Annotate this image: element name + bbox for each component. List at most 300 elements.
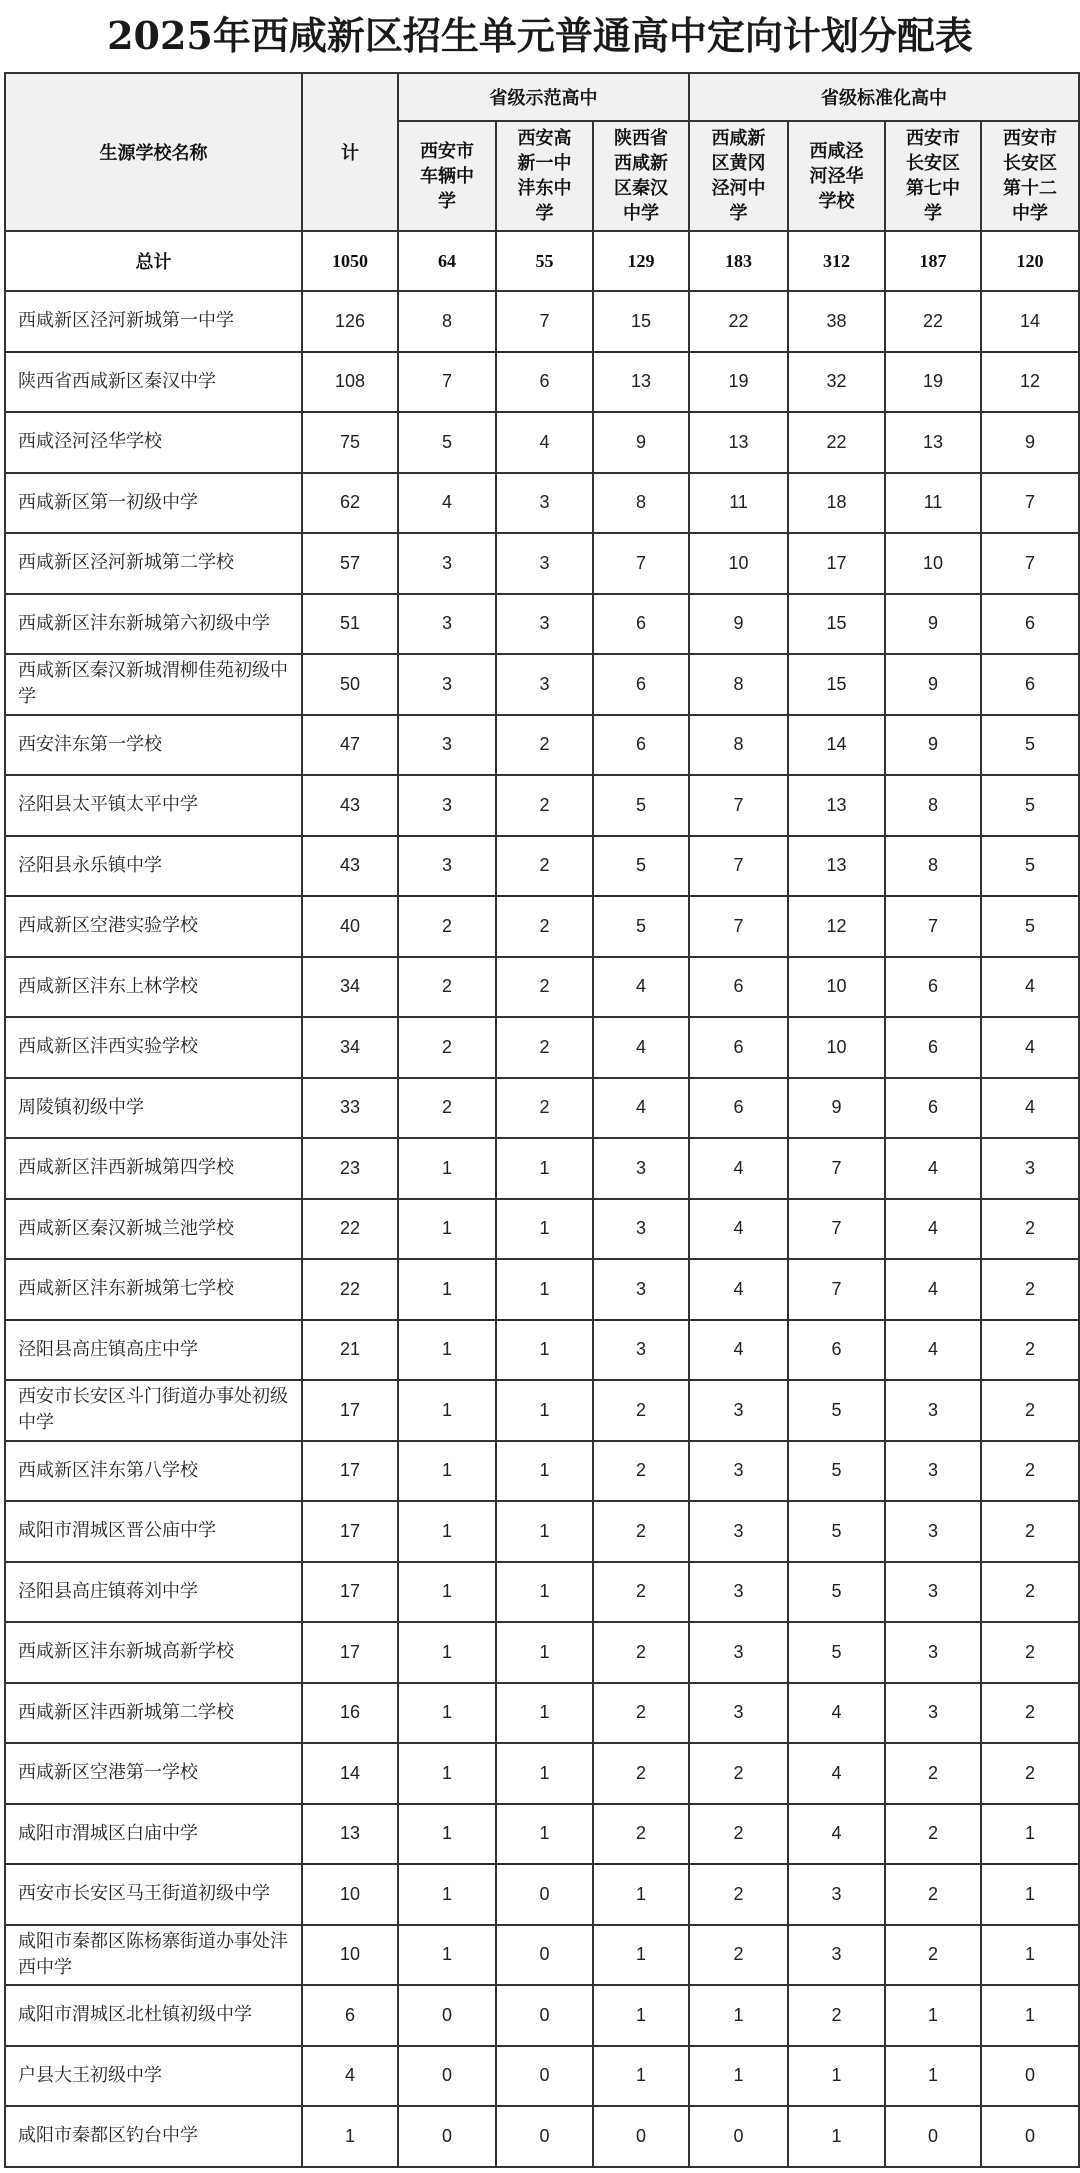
school-name-cell: 西咸新区沣西实验学校 <box>5 1017 302 1078</box>
school-name-cell: 西咸新区第一初级中学 <box>5 473 302 534</box>
row-total-cell: 6 <box>302 1985 398 2046</box>
allocation-cell: 0 <box>885 2106 981 2167</box>
allocation-cell: 22 <box>689 291 788 352</box>
table-row <box>5 1683 1079 1744</box>
allocation-cell: 7 <box>788 1199 885 1260</box>
school-name-cell: 泾阳县高庄镇蒋刘中学 <box>5 1562 302 1623</box>
allocation-cell: 3 <box>788 1864 885 1925</box>
school-name-cell: 西咸新区沣东新城第六初级中学 <box>5 594 302 655</box>
allocation-cell: 17 <box>788 533 885 594</box>
allocation-cell: 3 <box>496 473 593 534</box>
allocation-cell: 3 <box>398 836 496 897</box>
school-name-cell: 户县大王初级中学 <box>5 2046 302 2107</box>
allocation-cell: 4 <box>496 412 593 473</box>
allocation-cell: 5 <box>593 896 689 957</box>
allocation-cell: 3 <box>885 1380 981 1441</box>
allocation-cell: 2 <box>593 1501 689 1562</box>
allocation-cell: 2 <box>689 1804 788 1865</box>
allocation-cell: 2 <box>981 1501 1079 1562</box>
page-title: 2025年西咸新区招生单元普通高中定向计划分配表 <box>107 13 973 58</box>
allocation-cell: 3 <box>593 1138 689 1199</box>
school-name-cell: 咸阳市渭城区北杜镇初级中学 <box>5 1985 302 2046</box>
row-total-cell: 126 <box>302 291 398 352</box>
allocation-cell: 2 <box>496 1078 593 1139</box>
allocation-cell: 0 <box>496 1925 593 1986</box>
table-row <box>5 1441 1079 1502</box>
allocation-cell: 1 <box>593 1985 689 2046</box>
allocation-cell: 6 <box>593 654 689 715</box>
allocation-cell: 10 <box>885 533 981 594</box>
allocation-cell: 5 <box>981 775 1079 836</box>
allocation-cell: 12 <box>788 896 885 957</box>
allocation-cell: 2 <box>496 836 593 897</box>
allocation-cell: 1 <box>398 1622 496 1683</box>
allocation-cell: 13 <box>885 412 981 473</box>
allocation-cell: 1 <box>496 1683 593 1744</box>
allocation-cell: 12 <box>981 352 1079 413</box>
row-total-cell: 17 <box>302 1501 398 1562</box>
total-value: 64 <box>398 231 496 291</box>
allocation-cell: 0 <box>496 2106 593 2167</box>
allocation-cell: 2 <box>981 1622 1079 1683</box>
school-name-cell: 泾阳县太平镇太平中学 <box>5 775 302 836</box>
allocation-cell: 7 <box>593 533 689 594</box>
allocation-cell: 7 <box>689 896 788 957</box>
table-row <box>5 1864 1079 1925</box>
allocation-table <box>4 72 1080 2168</box>
allocation-cell: 0 <box>398 2046 496 2107</box>
allocation-cell: 6 <box>885 1017 981 1078</box>
total-value: 183 <box>689 231 788 291</box>
allocation-cell: 3 <box>398 654 496 715</box>
allocation-cell: 18 <box>788 473 885 534</box>
allocation-cell: 6 <box>885 957 981 1018</box>
header-school: 西安高新一中沣东中学 <box>496 121 593 231</box>
table-row <box>5 1743 1079 1804</box>
table-row <box>5 1017 1079 1078</box>
allocation-cell: 7 <box>689 775 788 836</box>
allocation-cell: 3 <box>689 1380 788 1441</box>
allocation-cell: 9 <box>885 654 981 715</box>
school-name-cell: 西咸新区泾河新城第二学校 <box>5 533 302 594</box>
row-total-cell: 10 <box>302 1864 398 1925</box>
row-total-cell: 108 <box>302 352 398 413</box>
allocation-cell: 2 <box>981 1320 1079 1381</box>
allocation-cell: 2 <box>593 1562 689 1623</box>
header-school: 西咸新区黄冈泾河中学 <box>689 121 788 231</box>
row-total-cell: 1 <box>302 2106 398 2167</box>
row-total-cell: 51 <box>302 594 398 655</box>
allocation-cell: 9 <box>593 412 689 473</box>
allocation-cell: 1 <box>398 1320 496 1381</box>
allocation-cell: 1 <box>496 1441 593 1502</box>
school-name-cell: 西咸新区泾河新城第一中学 <box>5 291 302 352</box>
allocation-cell: 0 <box>398 2106 496 2167</box>
row-total-cell: 40 <box>302 896 398 957</box>
row-total-cell: 17 <box>302 1441 398 1502</box>
allocation-cell: 3 <box>885 1683 981 1744</box>
school-name-cell: 咸阳市渭城区晋公庙中学 <box>5 1501 302 1562</box>
allocation-cell: 2 <box>593 1441 689 1502</box>
school-name-cell: 西咸新区空港实验学校 <box>5 896 302 957</box>
allocation-cell: 3 <box>398 533 496 594</box>
allocation-cell: 22 <box>788 412 885 473</box>
allocation-cell: 3 <box>689 1441 788 1502</box>
allocation-cell: 8 <box>689 654 788 715</box>
header-school: 西安市长安区第七中学 <box>885 121 981 231</box>
school-name-cell: 咸阳市秦都区陈杨寨街道办事处沣西中学 <box>5 1925 302 1986</box>
allocation-cell: 5 <box>981 896 1079 957</box>
allocation-cell: 6 <box>689 1017 788 1078</box>
allocation-cell: 4 <box>788 1683 885 1744</box>
allocation-cell: 15 <box>788 594 885 655</box>
school-name-cell: 西安沣东第一学校 <box>5 715 302 776</box>
table-row <box>5 715 1079 776</box>
allocation-cell: 19 <box>689 352 788 413</box>
allocation-cell: 4 <box>885 1138 981 1199</box>
table-row <box>5 896 1079 957</box>
table-row <box>5 1078 1079 1139</box>
allocation-cell: 4 <box>981 1017 1079 1078</box>
allocation-cell: 2 <box>981 1441 1079 1502</box>
row-total-cell: 22 <box>302 1199 398 1260</box>
school-name-cell: 陕西省西咸新区秦汉中学 <box>5 352 302 413</box>
school-name-cell: 西咸新区秦汉新城兰池学校 <box>5 1199 302 1260</box>
table-row <box>5 533 1079 594</box>
allocation-cell: 1 <box>788 2046 885 2107</box>
allocation-cell: 6 <box>788 1320 885 1381</box>
row-total-cell: 10 <box>302 1925 398 1986</box>
allocation-cell: 1 <box>398 1925 496 1986</box>
allocation-cell: 1 <box>496 1380 593 1441</box>
row-total-cell: 17 <box>302 1622 398 1683</box>
allocation-cell: 6 <box>593 594 689 655</box>
allocation-cell: 8 <box>689 715 788 776</box>
allocation-cell: 1 <box>689 1985 788 2046</box>
allocation-cell: 8 <box>593 473 689 534</box>
allocation-cell: 1 <box>398 1259 496 1320</box>
table-row <box>5 473 1079 534</box>
allocation-cell: 3 <box>398 715 496 776</box>
table-row <box>5 1380 1079 1441</box>
allocation-cell: 1 <box>885 1985 981 2046</box>
allocation-cell: 3 <box>689 1683 788 1744</box>
allocation-cell: 3 <box>398 594 496 655</box>
allocation-cell: 0 <box>496 1864 593 1925</box>
allocation-cell: 13 <box>593 352 689 413</box>
allocation-cell: 10 <box>689 533 788 594</box>
allocation-cell: 0 <box>689 2106 788 2167</box>
allocation-cell: 1 <box>398 1380 496 1441</box>
row-total-cell: 13 <box>302 1804 398 1865</box>
allocation-cell: 3 <box>885 1562 981 1623</box>
allocation-cell: 2 <box>496 957 593 1018</box>
allocation-cell: 13 <box>689 412 788 473</box>
allocation-cell: 1 <box>496 1804 593 1865</box>
allocation-cell: 5 <box>788 1501 885 1562</box>
allocation-cell: 4 <box>593 957 689 1018</box>
table-row <box>5 654 1079 715</box>
allocation-cell: 2 <box>788 1985 885 2046</box>
allocation-cell: 5 <box>593 836 689 897</box>
school-name-cell: 泾阳县永乐镇中学 <box>5 836 302 897</box>
allocation-cell: 13 <box>788 775 885 836</box>
table-row <box>5 1925 1079 1986</box>
allocation-cell: 4 <box>689 1138 788 1199</box>
allocation-cell: 5 <box>788 1562 885 1623</box>
allocation-cell: 2 <box>496 775 593 836</box>
allocation-cell: 22 <box>885 291 981 352</box>
school-name-cell: 西咸泾河泾华学校 <box>5 412 302 473</box>
row-total-cell: 75 <box>302 412 398 473</box>
allocation-cell: 4 <box>398 473 496 534</box>
header-school: 陕西省西咸新区秦汉中学 <box>593 121 689 231</box>
allocation-cell: 7 <box>788 1259 885 1320</box>
allocation-cell: 6 <box>885 1078 981 1139</box>
allocation-cell: 10 <box>788 1017 885 1078</box>
allocation-cell: 1 <box>496 1320 593 1381</box>
allocation-cell: 2 <box>689 1864 788 1925</box>
allocation-cell: 9 <box>981 412 1079 473</box>
allocation-cell: 7 <box>885 896 981 957</box>
allocation-cell: 0 <box>981 2106 1079 2167</box>
school-name-cell: 西咸新区沣西新城第四学校 <box>5 1138 302 1199</box>
table-row <box>5 775 1079 836</box>
allocation-cell: 1 <box>593 1864 689 1925</box>
row-total-cell: 34 <box>302 957 398 1018</box>
allocation-cell: 38 <box>788 291 885 352</box>
allocation-cell: 1 <box>496 1138 593 1199</box>
allocation-cell: 2 <box>593 1622 689 1683</box>
school-name-cell: 咸阳市渭城区白庙中学 <box>5 1804 302 1865</box>
school-name-cell: 西咸新区沣东上林学校 <box>5 957 302 1018</box>
total-value: 312 <box>788 231 885 291</box>
allocation-cell: 6 <box>496 352 593 413</box>
header-total: 计 <box>302 73 398 231</box>
allocation-cell: 3 <box>398 775 496 836</box>
header-school-name: 生源学校名称 <box>5 73 302 231</box>
total-value: 55 <box>496 231 593 291</box>
allocation-cell: 1 <box>398 1138 496 1199</box>
allocation-cell: 5 <box>788 1380 885 1441</box>
allocation-cell: 2 <box>496 896 593 957</box>
allocation-cell: 7 <box>981 473 1079 534</box>
total-label: 总计 <box>5 231 302 291</box>
allocation-cell: 4 <box>689 1320 788 1381</box>
allocation-cell: 10 <box>788 957 885 1018</box>
allocation-cell: 15 <box>593 291 689 352</box>
header-school: 西咸泾河泾华学校 <box>788 121 885 231</box>
allocation-cell: 1 <box>398 1441 496 1502</box>
row-total-cell: 34 <box>302 1017 398 1078</box>
allocation-cell: 2 <box>398 1017 496 1078</box>
allocation-cell: 5 <box>788 1622 885 1683</box>
allocation-cell: 1 <box>398 1501 496 1562</box>
allocation-cell: 1 <box>981 1804 1079 1865</box>
allocation-cell: 2 <box>689 1743 788 1804</box>
allocation-cell: 2 <box>981 1380 1079 1441</box>
allocation-cell: 2 <box>885 1925 981 1986</box>
table-row <box>5 412 1079 473</box>
table-row <box>5 1501 1079 1562</box>
allocation-cell: 5 <box>398 412 496 473</box>
table-row <box>5 2046 1079 2107</box>
allocation-cell: 15 <box>788 654 885 715</box>
allocation-cell: 1 <box>398 1562 496 1623</box>
allocation-cell: 1 <box>788 2106 885 2167</box>
allocation-cell: 6 <box>593 715 689 776</box>
allocation-cell: 2 <box>398 896 496 957</box>
allocation-cell: 2 <box>593 1743 689 1804</box>
allocation-cell: 2 <box>689 1925 788 1986</box>
table-row <box>5 1259 1079 1320</box>
allocation-cell: 9 <box>885 594 981 655</box>
allocation-cell: 7 <box>788 1138 885 1199</box>
row-total-cell: 43 <box>302 775 398 836</box>
row-total-cell: 62 <box>302 473 398 534</box>
allocation-cell: 2 <box>593 1683 689 1744</box>
allocation-cell: 8 <box>885 836 981 897</box>
allocation-cell: 3 <box>885 1622 981 1683</box>
allocation-cell: 2 <box>981 1259 1079 1320</box>
allocation-cell: 0 <box>496 2046 593 2107</box>
school-name-cell: 西咸新区沣东第八学校 <box>5 1441 302 1502</box>
table-body <box>5 231 1079 2167</box>
school-name-cell: 咸阳市秦都区钓台中学 <box>5 2106 302 2167</box>
allocation-cell: 6 <box>981 654 1079 715</box>
allocation-cell: 2 <box>885 1743 981 1804</box>
allocation-cell: 3 <box>788 1925 885 1986</box>
allocation-cell: 1 <box>689 2046 788 2107</box>
row-total-cell: 17 <box>302 1562 398 1623</box>
school-name-cell: 西安市长安区斗门街道办事处初级中学 <box>5 1380 302 1441</box>
row-total-cell: 16 <box>302 1683 398 1744</box>
allocation-cell: 3 <box>496 654 593 715</box>
allocation-cell: 3 <box>593 1259 689 1320</box>
school-name-cell: 西咸新区空港第一学校 <box>5 1743 302 1804</box>
school-name-cell: 泾阳县高庄镇高庄中学 <box>5 1320 302 1381</box>
table-header <box>5 73 1079 231</box>
allocation-cell: 3 <box>689 1622 788 1683</box>
row-total-cell: 57 <box>302 533 398 594</box>
allocation-cell: 2 <box>496 715 593 776</box>
allocation-cell: 9 <box>689 594 788 655</box>
allocation-cell: 1 <box>398 1683 496 1744</box>
table-row <box>5 291 1079 352</box>
header-group-provincial-demonstration: 省级示范高中 <box>398 73 689 121</box>
allocation-cell: 4 <box>981 1078 1079 1139</box>
allocation-cell: 5 <box>981 715 1079 776</box>
allocation-cell: 9 <box>885 715 981 776</box>
allocation-cell: 4 <box>689 1199 788 1260</box>
allocation-cell: 7 <box>981 533 1079 594</box>
allocation-cell: 7 <box>496 291 593 352</box>
allocation-cell: 3 <box>593 1199 689 1260</box>
allocation-cell: 5 <box>593 775 689 836</box>
total-value: 187 <box>885 231 981 291</box>
allocation-cell: 8 <box>885 775 981 836</box>
total-value: 120 <box>981 231 1079 291</box>
allocation-cell: 4 <box>593 1078 689 1139</box>
header-group-provincial-standard: 省级标准化高中 <box>689 73 1079 121</box>
allocation-cell: 2 <box>398 957 496 1018</box>
row-total-cell: 47 <box>302 715 398 776</box>
allocation-cell: 1 <box>398 1804 496 1865</box>
allocation-cell: 1 <box>398 1199 496 1260</box>
allocation-cell: 6 <box>689 1078 788 1139</box>
allocation-cell: 3 <box>689 1501 788 1562</box>
allocation-cell: 3 <box>496 533 593 594</box>
allocation-cell: 4 <box>981 957 1079 1018</box>
allocation-cell: 0 <box>398 1985 496 2046</box>
allocation-cell: 4 <box>788 1804 885 1865</box>
allocation-cell: 32 <box>788 352 885 413</box>
allocation-cell: 13 <box>788 836 885 897</box>
allocation-cell: 14 <box>788 715 885 776</box>
allocation-cell: 4 <box>593 1017 689 1078</box>
school-name-cell: 周陵镇初级中学 <box>5 1078 302 1139</box>
allocation-cell: 2 <box>496 1017 593 1078</box>
school-name-cell: 西安市长安区马王街道初级中学 <box>5 1864 302 1925</box>
allocation-cell: 3 <box>981 1138 1079 1199</box>
table-row <box>5 836 1079 897</box>
row-total-cell: 43 <box>302 836 398 897</box>
table-row <box>5 1320 1079 1381</box>
allocation-cell: 2 <box>885 1804 981 1865</box>
allocation-cell: 2 <box>593 1380 689 1441</box>
table-row <box>5 1804 1079 1865</box>
allocation-cell: 1 <box>398 1743 496 1804</box>
row-total-cell: 22 <box>302 1259 398 1320</box>
allocation-cell: 11 <box>689 473 788 534</box>
allocation-cell: 1 <box>496 1199 593 1260</box>
school-name-cell: 西咸新区秦汉新城渭柳佳苑初级中学 <box>5 654 302 715</box>
table-row <box>5 1562 1079 1623</box>
allocation-cell: 1 <box>496 1622 593 1683</box>
allocation-cell: 0 <box>593 2106 689 2167</box>
allocation-cell: 3 <box>885 1501 981 1562</box>
allocation-cell: 1 <box>981 1864 1079 1925</box>
row-total-cell: 33 <box>302 1078 398 1139</box>
allocation-cell: 1 <box>981 1985 1079 2046</box>
allocation-cell: 11 <box>885 473 981 534</box>
row-total-cell: 50 <box>302 654 398 715</box>
table-row <box>5 1985 1079 2046</box>
allocation-cell: 1 <box>885 2046 981 2107</box>
allocation-cell: 2 <box>981 1199 1079 1260</box>
allocation-cell: 1 <box>398 1864 496 1925</box>
table-row <box>5 1138 1079 1199</box>
allocation-cell: 3 <box>496 594 593 655</box>
school-name-cell: 西咸新区沣西新城第二学校 <box>5 1683 302 1744</box>
row-total-cell: 4 <box>302 2046 398 2107</box>
row-total-cell: 14 <box>302 1743 398 1804</box>
allocation-cell: 0 <box>981 2046 1079 2107</box>
allocation-cell: 0 <box>496 1985 593 2046</box>
school-name-cell: 西咸新区沣东新城第七学校 <box>5 1259 302 1320</box>
allocation-cell: 7 <box>398 352 496 413</box>
allocation-cell: 1 <box>496 1501 593 1562</box>
allocation-cell: 2 <box>398 1078 496 1139</box>
allocation-cell: 6 <box>981 594 1079 655</box>
allocation-cell: 2 <box>885 1864 981 1925</box>
allocation-cell: 4 <box>885 1320 981 1381</box>
allocation-cell: 5 <box>788 1441 885 1502</box>
allocation-cell: 4 <box>885 1199 981 1260</box>
allocation-cell: 4 <box>885 1259 981 1320</box>
header-school: 西安市车辆中学 <box>398 121 496 231</box>
allocation-cell: 3 <box>689 1562 788 1623</box>
